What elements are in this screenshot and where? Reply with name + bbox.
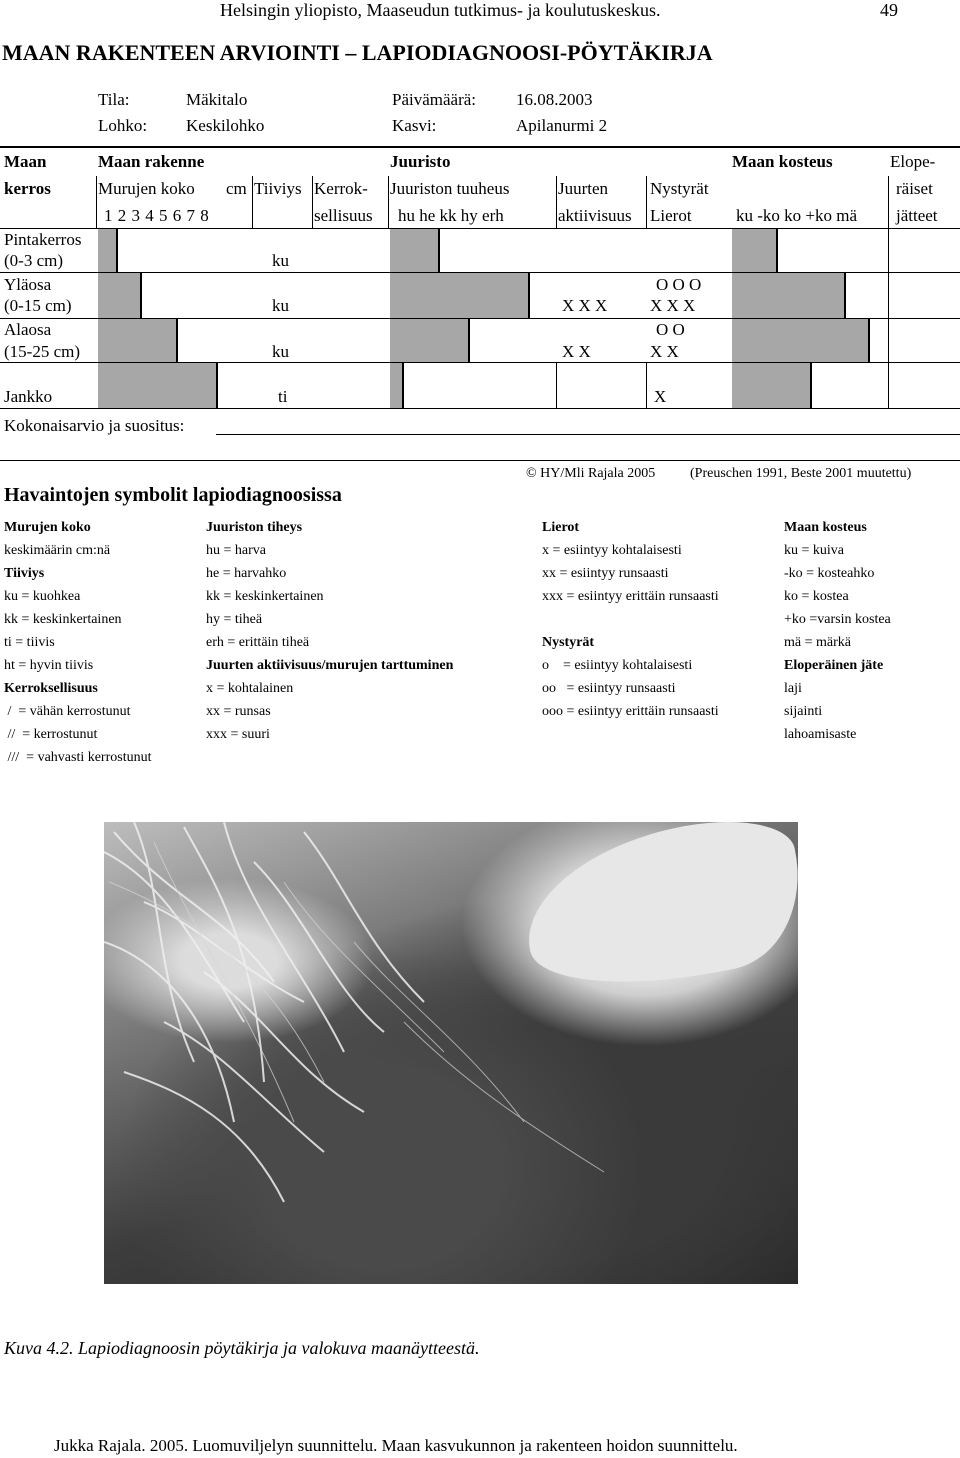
kosteus-bar-jankko xyxy=(732,363,812,408)
kosteus-scale: ku -ko ko +ko mä xyxy=(736,206,858,225)
row-ylaosa-nystyrat: O O O xyxy=(656,275,702,294)
legend-col4-item: Maan kosteus xyxy=(784,520,867,535)
legend-col1-item: /// = vahvasti kerrostunut xyxy=(4,750,152,765)
legend-col4-item: Eloperäinen jäte xyxy=(784,658,884,673)
legend-col2-item: he = harvahko xyxy=(206,566,287,581)
murujen-bar-pintakerros xyxy=(98,229,118,272)
col-maan-kosteus: Maan kosteus xyxy=(732,152,833,171)
row-ylaosa-aktiivisuus: X X X xyxy=(562,296,608,315)
row-alaosa-aktiivisuus: X X xyxy=(562,342,591,361)
kasvi-label: Kasvi: xyxy=(392,116,437,135)
legend-col3-item: oo = esiintyy runsaasti xyxy=(542,681,676,696)
tiheys-bar-pintakerros xyxy=(390,229,440,272)
murujen-bar-jankko xyxy=(98,363,218,408)
tiheys-bar-ylaosa xyxy=(390,273,530,318)
col-murujen-koko: Murujen koko xyxy=(98,179,195,198)
murujen-bar-ylaosa xyxy=(98,273,142,318)
soil-sample-photo xyxy=(104,822,798,1284)
legend-col1-item: Kerroksellisuus xyxy=(4,681,98,696)
source-note: (Preuschen 1991, Beste 2001 muutettu) xyxy=(690,466,912,481)
legend-col2-item: hy = tiheä xyxy=(206,612,263,627)
legend-col4-item: sijainti xyxy=(784,704,823,719)
copyright-note: © HY/Mli Rajala 2005 xyxy=(526,466,656,481)
legend-col2-item: erh = erittäin tiheä xyxy=(206,635,310,650)
legend-col2-item: xx = runsas xyxy=(206,704,271,719)
legend-col3-item: x = esiintyy kohtalaisesti xyxy=(542,543,682,558)
legend-col3-item: xxx = esiintyy erittäin runsaasti xyxy=(542,589,719,604)
legend-col1-item: ht = hyvin tiivis xyxy=(4,658,94,673)
document-title: MAAN RAKENTEEN ARVIOINTI – LAPIODIAGNOOSI-PÖYTÄKIRJA xyxy=(2,40,713,65)
legend-title: Havaintojen symbolit lapiodiagnoosissa xyxy=(4,484,342,506)
row-pintakerros-name: Pintakerros xyxy=(4,230,82,249)
legend-col1-item: keskimäärin cm:nä xyxy=(4,543,111,558)
legend-col4-item: laji xyxy=(784,681,802,696)
col-maan: Maan xyxy=(4,152,47,171)
tila-value: Mäkitalo xyxy=(186,90,248,109)
legend-col3-item: Nystyrät xyxy=(542,635,595,650)
legend-col4-item: mä = märkä xyxy=(784,635,851,650)
figure-caption: Kuva 4.2. Lapiodiagnoosin pöytäkirja ja valokuva maanäytteestä. xyxy=(4,1338,480,1358)
col-juuristo: Juuristo xyxy=(390,152,451,171)
col-tiiviys: Tiiviys xyxy=(254,179,302,198)
row-alaosa-depth: (15-25 cm) xyxy=(4,342,81,361)
col-juurten: Juurten xyxy=(558,179,609,198)
legend-col3-item: xx = esiintyy runsaasti xyxy=(542,566,669,581)
legend-col2-item: Juuriston tiheys xyxy=(206,520,303,535)
row-jankko-lierot: X xyxy=(654,387,667,406)
murujen-scale: 1 2 3 4 5 6 7 8 xyxy=(104,206,209,225)
col-juuriston-tuuheus: Juuriston tuuheus xyxy=(390,179,510,198)
legend-col2-item: hu = harva xyxy=(206,543,266,558)
col-raiset: räiset xyxy=(896,179,933,198)
paivamaara-label: Päivämäärä: xyxy=(392,90,477,109)
tiheys-bar-jankko xyxy=(390,363,404,408)
col-cm: cm xyxy=(226,179,247,198)
legend-col3-item: ooo = esiintyy erittäin runsaasti xyxy=(542,704,719,719)
row-pintakerros-depth: (0-3 cm) xyxy=(4,251,64,270)
row-ylaosa-name: Yläosa xyxy=(4,275,52,294)
legend-col1-item: ti = tiivis xyxy=(4,635,55,650)
col-aktiivisuus: aktiivisuus xyxy=(558,206,632,225)
kosteus-bar-alaosa xyxy=(732,319,870,362)
legend-col1-item: Tiiviys xyxy=(4,566,45,581)
col-kerrok: Kerrok- xyxy=(314,179,368,198)
kasvi-value: Apilanurmi 2 xyxy=(516,116,608,135)
row-alaosa-lierot: X X xyxy=(650,342,679,361)
legend-col4-item: ko = kostea xyxy=(784,589,849,604)
col-sellisuus: sellisuus xyxy=(314,206,373,225)
tiheys-scale: hu he kk hy erh xyxy=(398,206,504,225)
row-alaosa-name: Alaosa xyxy=(4,320,52,339)
legend-col3-item: Lierot xyxy=(542,520,580,535)
legend-col2-item: x = kohtalainen xyxy=(206,681,294,696)
murujen-bar-alaosa xyxy=(98,319,178,362)
col-lierot: Lierot xyxy=(650,206,692,225)
legend-col1-item: / = vähän kerrostunut xyxy=(4,704,131,719)
paivamaara-value: 16.08.2003 xyxy=(516,90,593,109)
page-number: 49 xyxy=(880,0,898,20)
legend-col1-item: ku = kuohkea xyxy=(4,589,81,604)
legend-col1-item: // = kerrostunut xyxy=(4,727,98,742)
col-jatteet: jätteet xyxy=(896,206,938,225)
legend-col4-item: +ko =varsin kostea xyxy=(784,612,891,627)
legend-col2-item: Juurten aktiivisuus/murujen tarttuminen xyxy=(206,658,454,673)
kosteus-bar-ylaosa xyxy=(732,273,846,318)
lohko-label: Lohko: xyxy=(98,116,148,135)
lohko-value: Keskilohko xyxy=(186,116,265,135)
row-jankko-tiiviys: ti xyxy=(278,387,288,406)
col-nystyrat: Nystyrät xyxy=(650,179,709,198)
institution-header: Helsingin yliopisto, Maaseudun tutkimus- ja koulutuskeskus. xyxy=(220,0,661,20)
row-ylaosa-tiiviys: ku xyxy=(272,296,289,315)
col-elope: Elope- xyxy=(890,152,936,171)
legend-col4-item: -ko = kosteahko xyxy=(784,566,875,581)
legend-col1-item: kk = keskinkertainen xyxy=(4,612,122,627)
footer-citation: Jukka Rajala. 2005. Luomuviljelyn suunnittelu. Maan kasvukunnon ja rakenteen hoidon suunnittelu. xyxy=(54,1436,738,1455)
roots-illustration xyxy=(104,822,798,1284)
kokonaisarvio-label: Kokonaisarvio ja suositus: xyxy=(4,416,185,435)
row-jankko-name: Jankko xyxy=(4,387,53,406)
legend-col2-item: kk = keskinkertainen xyxy=(206,589,324,604)
tiheys-bar-alaosa xyxy=(390,319,470,362)
col-kerros: kerros xyxy=(4,179,51,198)
row-pintakerros-tiiviys: ku xyxy=(272,251,289,270)
col-maan-rakenne: Maan rakenne xyxy=(98,152,205,171)
row-ylaosa-depth: (0-15 cm) xyxy=(4,296,72,315)
legend-col1-item: Murujen koko xyxy=(4,520,91,535)
legend-col3-item: o = esiintyy kohtalaisesti xyxy=(542,658,693,673)
kosteus-bar-pintakerros xyxy=(732,229,778,272)
row-alaosa-nystyrat: O O xyxy=(656,320,685,339)
legend-col4-item: lahoamisaste xyxy=(784,727,857,742)
tila-label: Tila: xyxy=(98,90,130,109)
row-ylaosa-lierot: X X X xyxy=(650,296,696,315)
row-alaosa-tiiviys: ku xyxy=(272,342,289,361)
legend-col4-item: ku = kuiva xyxy=(784,543,844,558)
legend-col2-item: xxx = suuri xyxy=(206,727,270,742)
